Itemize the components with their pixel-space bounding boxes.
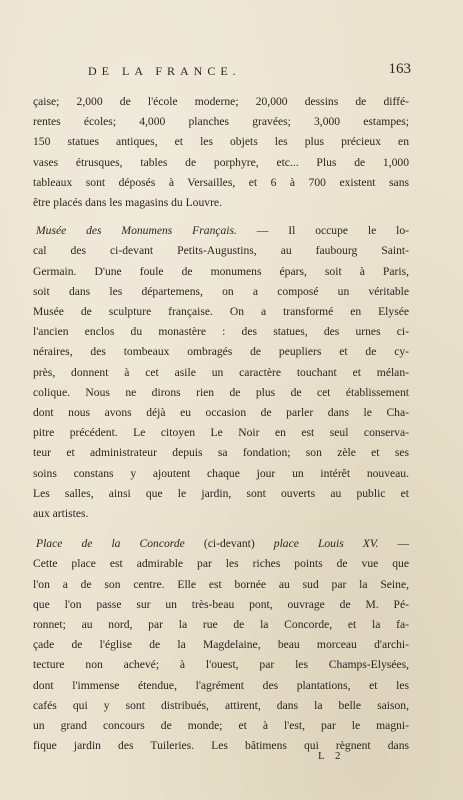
text-line: soit dans les départemens, on a composé un véritable xyxy=(33,284,409,298)
text-line: 150 statues antiques, et les objets les plus précieux en xyxy=(33,135,409,149)
text-line: vases étrusques, tables de porphyre, etc... Plus de 1,000 xyxy=(33,155,409,169)
signature-mark: L 2 xyxy=(318,750,345,762)
text-line: cafés qui y sont distribués, attirent, dans la belle saison, xyxy=(33,698,409,712)
section-heading-concorde: Place de la Concorde xyxy=(36,537,185,551)
text-line: que l'on passe sur un très-beau pont, ouvrage de M. Pé- xyxy=(33,597,409,611)
text-line: dont nous avons déjà eu occasion de parler dans le Cha- xyxy=(33,406,409,420)
text-line: près, donnent à cet asile un caractère touchant et mélan- xyxy=(33,365,409,379)
paragraph-louvre-continued xyxy=(33,92,409,213)
text-line: teur et administrateur depuis sa fondation; son zèle et ses xyxy=(33,446,409,460)
text-line: çaise; 2,000 de l'école moderne; 20,000 dessins de diffé- xyxy=(33,95,409,108)
text-line: çade de l'église de la Magdelaine, beau morceau d'archi- xyxy=(33,638,409,652)
section-heading-louis-xv: place Louis XV. xyxy=(273,537,379,551)
text-line: Musée de sculpture française. On a transformé en Elysée xyxy=(33,305,409,319)
text-line: un grand concours de monde; et à l'est, par le magni- xyxy=(33,719,409,733)
text-line: Germain. D'une foule de monumens épars, soit à Paris, xyxy=(33,264,409,278)
text-line: l'ancien enclos du monastère : des statues, des urnes ci- xyxy=(33,325,409,339)
lead-rest: — Il occupe le lo- xyxy=(236,224,409,238)
text-line: rentes écoles; 4,000 planches gravées; 3,000 estampes; xyxy=(33,115,409,129)
running-head: DE LA FRANCE. xyxy=(88,64,241,78)
page-number: 163 xyxy=(388,61,411,77)
text-line: Les salles, ainsi que le jardin, sont ouverts au public et xyxy=(33,486,409,500)
text-line: tableaux sont déposés à Versailles, et 6 à 700 existent sans xyxy=(33,175,409,189)
text-line: Cette place est admirable par les riches points de vue que xyxy=(33,557,409,571)
text-line: tecture non achevé; à l'ouest, par les Champs-Elysées, xyxy=(33,658,409,672)
text-line: être placés dans les magasins du Louvre. xyxy=(33,196,222,210)
paragraph-gap xyxy=(33,213,409,221)
text-line: l'on a de son centre. Elle est bornée au sud par la Seine, xyxy=(33,577,409,591)
body-text xyxy=(33,92,409,757)
lead-rest: — xyxy=(378,537,409,551)
paragraph-place-concorde xyxy=(33,534,409,756)
text-line: néraires, des tombeaux ombragés de peupliers et de cy- xyxy=(33,345,409,359)
lead-mid: (ci-devant) xyxy=(184,537,274,551)
text-line: dont l'immense étendue, l'agrément des plantations, et les xyxy=(33,678,409,692)
paragraph-lead-line xyxy=(33,221,409,241)
paragraph-musee-monumens xyxy=(33,221,409,524)
text-line: aux artistes. xyxy=(33,507,89,521)
text-line: ronnet; au nord, par la rue de la Concorde, et la fa- xyxy=(33,618,409,632)
text-line: pitre précédent. Le citoyen Le Noir en est seul conserva- xyxy=(33,426,409,440)
text-line: colique. Nous ne dirons rien de plus de cet établissement xyxy=(33,385,409,399)
text-line: fique jardin des Tuileries. Les bâtimens qui règnent dans xyxy=(33,739,409,753)
section-heading-musee: Musée des Monumens Français. xyxy=(36,224,237,238)
text-line: soins constans y ajoutent chaque jour un intérêt nouveau. xyxy=(33,466,409,480)
paragraph-lead-line xyxy=(33,534,409,554)
page-header xyxy=(0,61,463,84)
text-line: cal des ci-devant Petits-Augustins, au faubourg Saint- xyxy=(33,244,409,258)
paragraph-gap xyxy=(33,524,409,534)
